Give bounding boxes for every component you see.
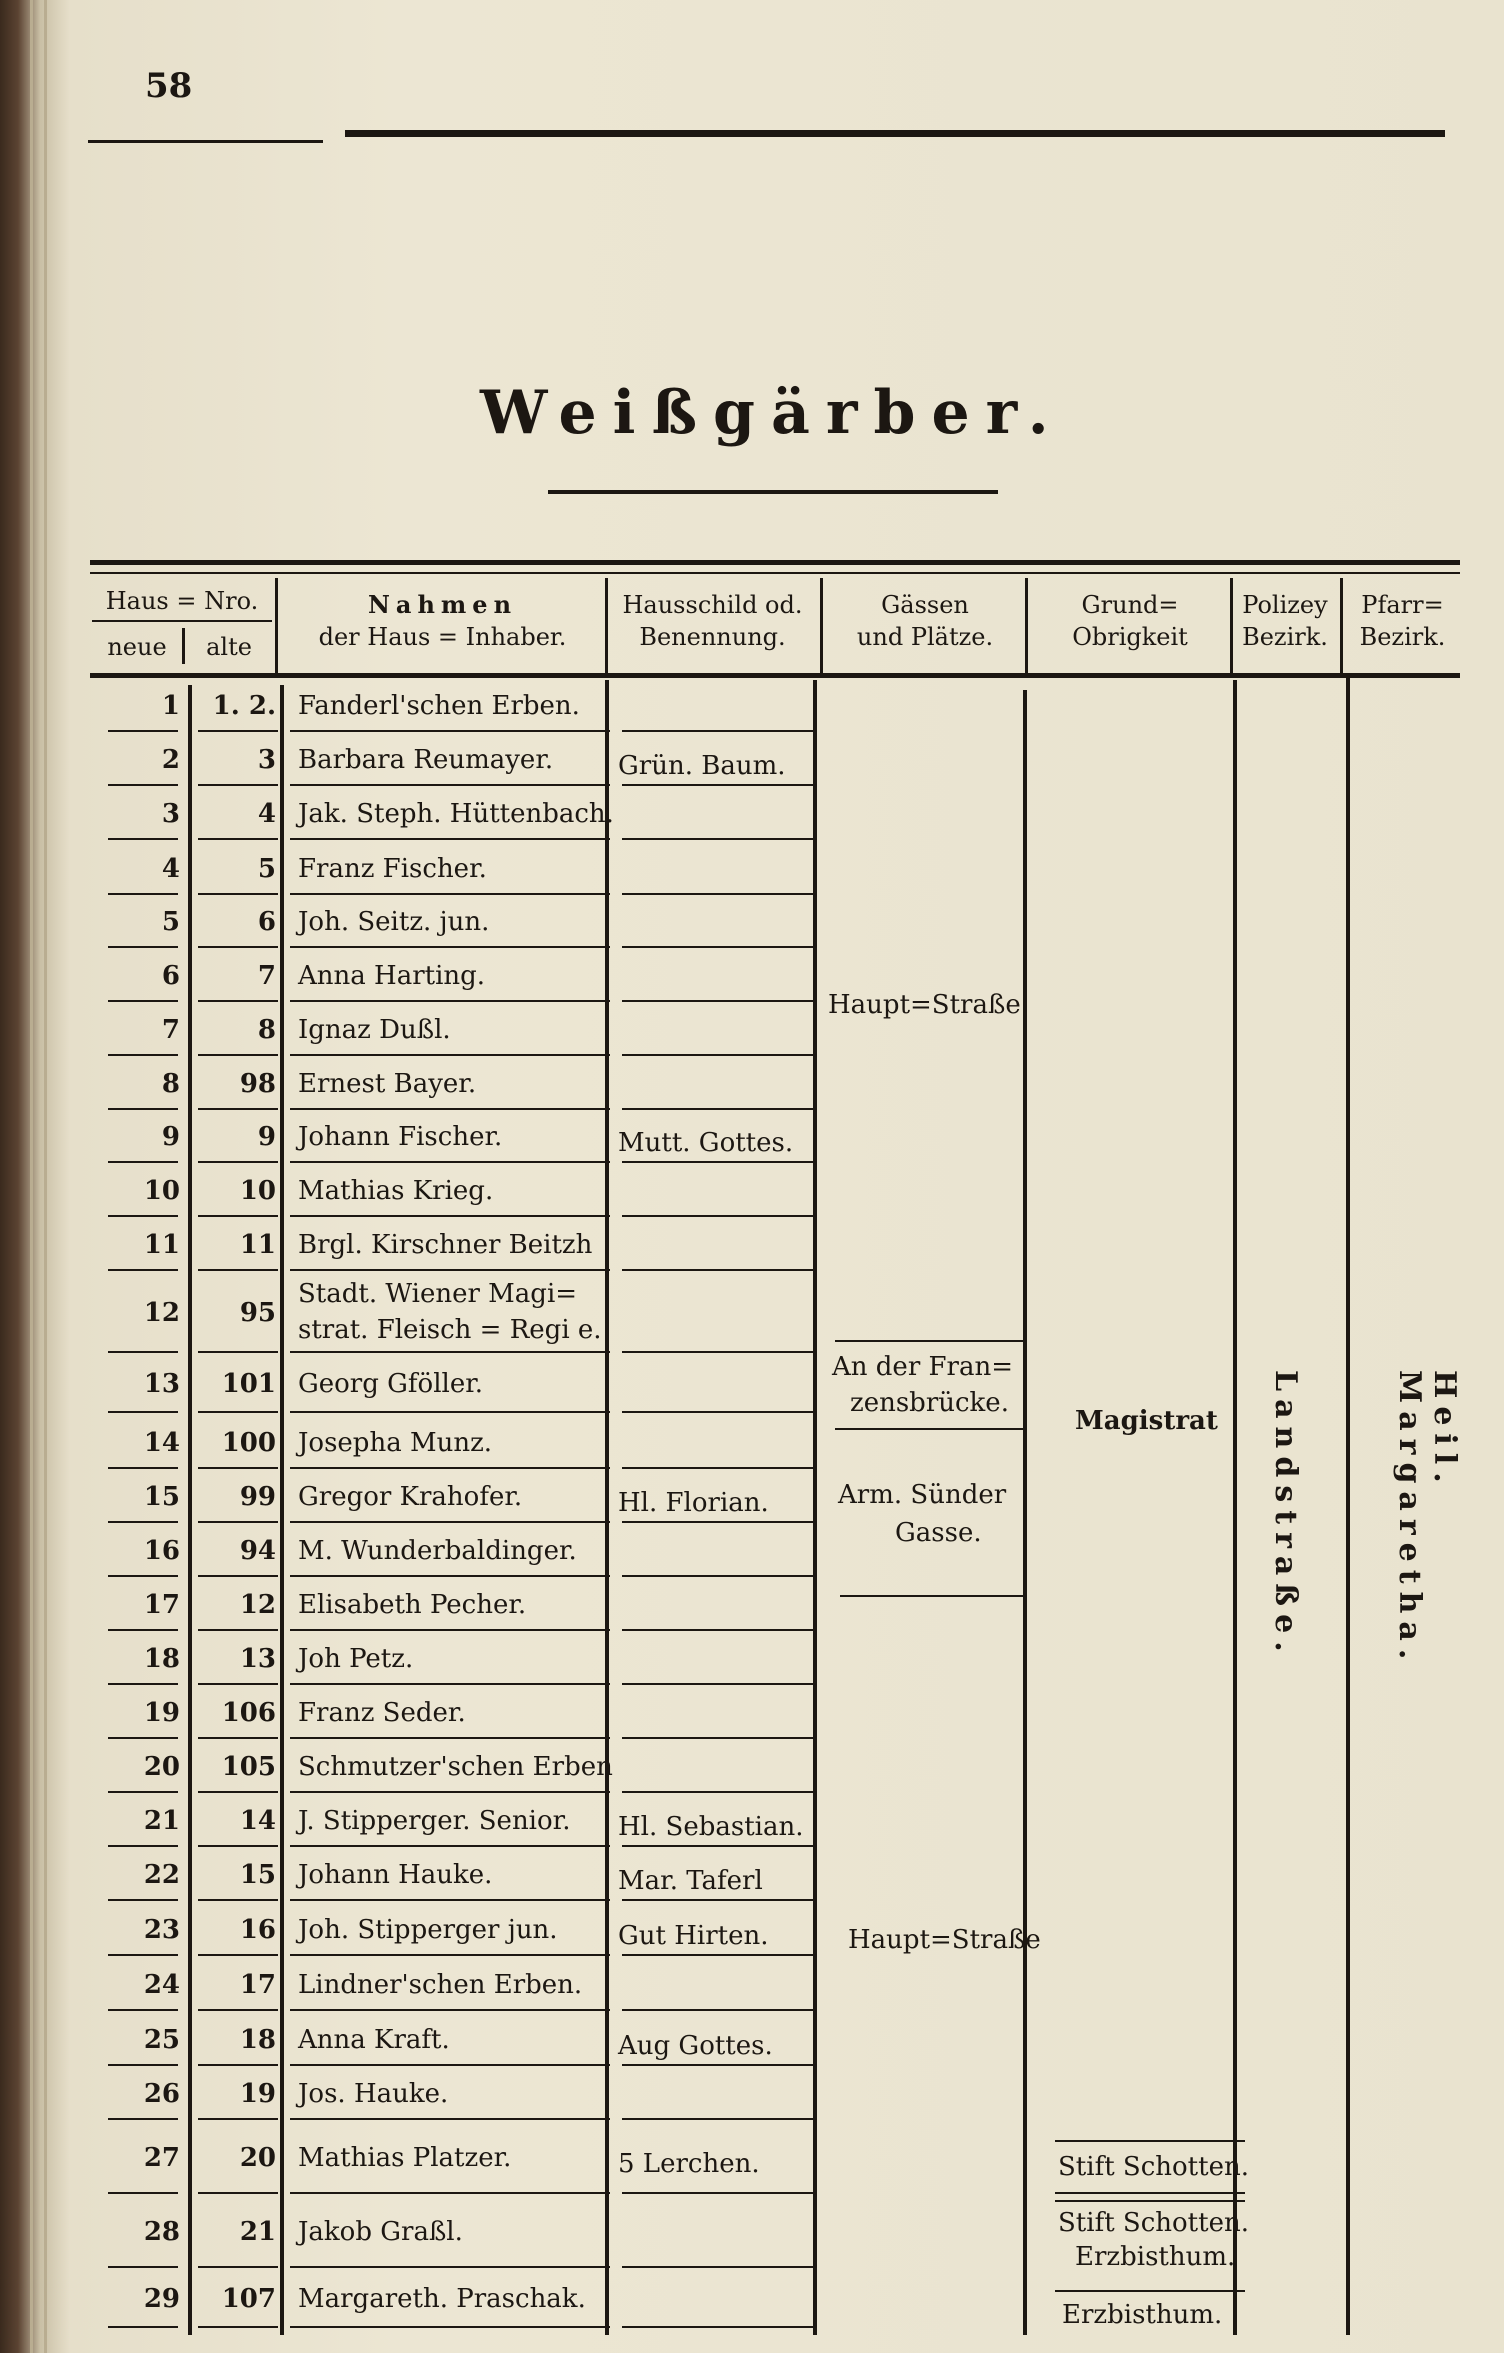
header-divider [1025,578,1028,673]
house-number-old: 15 [239,1860,276,1890]
row-rule [198,1737,278,1739]
row-rule [198,838,278,840]
house-sign: Aug Gottes. [618,2031,773,2061]
column-line [188,685,192,2335]
row-rule [622,1521,817,1523]
gasse-rule [835,1340,1025,1342]
row-rule [198,1351,278,1353]
owner-name: Joh. Seitz. jun. [298,907,490,937]
row-rule [108,1683,178,1685]
house-number-new: 13 [143,1369,180,1399]
house-sign: Hl. Sebastian. [618,1812,804,1842]
owner-name: Anna Kraft. [298,2025,450,2055]
owner-name: Fanderl'schen Erben. [298,691,580,721]
page-title: Weißgärber. [480,378,1065,448]
row-rule [622,838,817,840]
row-rule [290,784,610,786]
row-rule [198,2266,278,2268]
house-sign: Gut Hirten. [618,1921,769,1951]
house-number-old: 7 [257,961,276,991]
row-rule [198,1575,278,1577]
header-pfarr-sub: Bezirk. [1359,623,1446,651]
header-polizey-sub: Bezirk. [1242,623,1328,651]
row-rule [108,784,178,786]
house-number-old: 20 [239,2143,276,2173]
page-number: 58 [145,66,193,106]
gasse-rule [840,1595,1025,1597]
row-rule [198,1899,278,1901]
row-rule [290,946,610,948]
header-divider [820,578,823,673]
header-divider [605,578,608,673]
row-rule [290,2326,610,2328]
gasse-franzensbruecke: An der Fran= [832,1352,1014,1382]
house-number-old: 19 [239,2079,276,2109]
owner-name: Josepha Munz. [298,1428,493,1458]
row-rule [198,1000,278,1002]
row-rule [290,893,610,895]
house-sign: Grün. Baum. [618,751,786,781]
top-rule-thick [345,130,1445,137]
grund-magistrat: Magistrat [1075,1406,1218,1436]
row-rule [198,1215,278,1217]
grund-rule [1055,2192,1245,2194]
house-number-new: 14 [143,1428,180,1458]
row-rule [622,1845,817,1847]
owner-name: Joh. Stipperger jun. [298,1915,558,1945]
header-sub-rule [92,620,272,622]
row-rule [108,2064,178,2066]
row-rule [622,1791,817,1793]
row-rule [198,1683,278,1685]
row-rule [198,1108,278,1110]
row-rule [108,1054,178,1056]
row-rule [622,2118,817,2120]
house-number-new: 4 [161,854,180,884]
row-rule [290,1108,610,1110]
row-rule [108,1467,178,1469]
row-rule [622,1467,817,1469]
house-number-old: 94 [239,1536,276,1566]
top-rule [88,140,323,143]
table-top-rule [90,572,1460,574]
row-rule [622,2266,817,2268]
house-number-old: 4 [257,799,276,829]
row-rule [108,1215,178,1217]
row-rule [622,1054,817,1056]
house-number-old: 14 [239,1806,276,1836]
row-rule [622,1629,817,1631]
row-rule [290,838,610,840]
owner-name: Brgl. Kirschner Beitzh [298,1230,593,1260]
row-rule [198,1629,278,1631]
house-number-new: 20 [143,1752,180,1782]
header-grund-sub: Obrigkeit [1072,623,1188,651]
pfarr-bezirk: Heil. Margaretha. [1392,1370,1462,1668]
house-number-old: 12 [239,1590,276,1620]
row-rule [622,2009,817,2011]
row-rule [108,1845,178,1847]
row-rule [198,946,278,948]
column-line [1023,690,1027,2335]
row-rule [622,1411,817,1413]
owner-name: Ignaz Dußl. [298,1015,451,1045]
house-number-new: 16 [143,1536,180,1566]
header-hausschild-sub: Benennung. [639,623,786,651]
row-rule [198,1521,278,1523]
gasse-arm-suender-2: Gasse. [895,1518,982,1548]
row-rule [108,1899,178,1901]
row-rule [290,1954,610,1956]
house-number-new: 22 [143,1860,180,1890]
row-rule [198,1269,278,1271]
house-number-new: 23 [143,1915,180,1945]
row-rule [198,1954,278,1956]
row-rule [198,1791,278,1793]
owner-name: Lindner'schen Erben. [298,1970,583,2000]
row-rule [198,2326,278,2328]
row-rule [108,946,178,948]
row-rule [108,1737,178,1739]
row-rule [622,2326,817,2328]
house-number-old: 100 [221,1428,276,1458]
owner-name: Elisabeth Pecher. [298,1590,527,1620]
row-rule [622,730,817,732]
gasse-arm-suender: Arm. Sünder [838,1480,1007,1510]
row-rule [622,1000,817,1002]
row-rule [622,2192,817,2194]
row-rule [108,1269,178,1271]
house-number-old: 107 [221,2284,276,2314]
row-rule [290,1845,610,1847]
row-rule [108,838,178,840]
owner-name: Ernest Bayer. [298,1069,477,1099]
house-number-old: 11 [239,1230,276,1260]
header-divider [1230,578,1233,673]
title-rule [548,490,998,494]
house-number-old: 95 [239,1298,276,1328]
header-bottom-rule [90,673,1460,678]
owner-name: Jos. Hauke. [298,2079,449,2109]
row-rule [198,2192,278,2194]
header-pfarr: Pfarr= [1361,591,1444,619]
house-number-new: 25 [143,2025,180,2055]
row-rule [290,1351,610,1353]
gasse-haupt-strasse-1: Haupt=Straße [828,990,1021,1020]
header-divider [275,578,278,673]
row-rule [622,1683,817,1685]
row-rule [108,2266,178,2268]
polizey-bezirk: Landstraße. [1268,1370,1303,1660]
house-number-old: 10 [239,1176,276,1206]
owner-name: Gregor Krahofer. [298,1482,523,1512]
house-number-old: 18 [239,2025,276,2055]
house-number-old: 8 [257,1015,276,1045]
row-rule [108,1575,178,1577]
header-gassen: Gässen [881,591,969,619]
owner-name: Barbara Reumayer. [298,745,554,775]
owner-name: Jakob Graßl. [298,2217,463,2247]
row-rule [622,1737,817,1739]
row-rule [290,1054,610,1056]
row-rule [198,893,278,895]
house-number-new: 27 [143,2143,180,2173]
row-rule [198,1845,278,1847]
owner-name: M. Wunderbaldinger. [298,1536,577,1566]
row-rule [108,2118,178,2120]
row-rule [290,1467,610,1469]
column-line [813,680,817,2335]
row-rule [622,1269,817,1271]
house-number-new: 18 [143,1644,180,1674]
row-rule [622,893,817,895]
house-sign: 5 Lerchen. [618,2149,760,2179]
owner-name: Franz Fischer. [298,854,487,884]
column-line [1346,675,1350,2335]
row-rule [198,784,278,786]
row-rule [290,1411,610,1413]
house-number-old: 106 [221,1698,276,1728]
row-rule [290,2266,610,2268]
house-number-old: 13 [239,1644,276,1674]
house-number-new: 9 [161,1122,180,1152]
row-rule [290,2192,610,2194]
house-sign: Hl. Florian. [618,1488,769,1518]
page-edge [30,0,33,2353]
row-rule [290,2009,610,2011]
row-rule [290,1000,610,1002]
row-rule [290,1629,610,1631]
owner-name: Johann Fischer. [298,1122,503,1152]
row-rule [290,1899,610,1901]
row-rule [108,1161,178,1163]
grund-rule [1055,2290,1245,2292]
house-number-new: 8 [161,1069,180,1099]
house-number-new: 17 [143,1590,180,1620]
house-number-new: 6 [161,961,180,991]
owner-name: Anna Harting. [298,961,486,991]
house-number-old: 17 [239,1970,276,2000]
house-number-old: 16 [239,1915,276,1945]
house-number-old: 5 [257,854,276,884]
row-rule [622,946,817,948]
row-rule [108,1791,178,1793]
owner-name: J. Stipperger. Senior. [298,1806,571,1836]
owner-name: Georg Gföller. [298,1369,484,1399]
row-rule [290,1683,610,1685]
header-grund: Grund= [1081,591,1179,619]
house-number-new: 10 [143,1176,180,1206]
house-number-new: 11 [143,1230,180,1260]
table-top-rule [90,560,1460,565]
house-number-new: 1 [161,691,180,721]
house-number-new: 15 [143,1482,180,1512]
column-line [280,685,284,2335]
grund-stift-schotten-1: Stift Schotten. [1058,2152,1249,2182]
grund-rule [1055,2200,1245,2202]
row-rule [290,730,610,732]
house-number-new: 21 [143,1806,180,1836]
house-number-old: 9 [257,1122,276,1152]
row-rule [290,1215,610,1217]
row-rule [108,1629,178,1631]
row-rule [290,1737,610,1739]
house-number-old: 3 [257,745,276,775]
house-number-new: 5 [161,907,180,937]
column-line [1233,680,1237,2335]
header-polizey: Polizey [1242,591,1328,619]
row-rule [108,1521,178,1523]
header-nahmen: Nahmen [367,590,518,619]
house-number-new: 19 [143,1698,180,1728]
grund-rule [1055,2140,1245,2142]
grund-erzbisthum-2: Erzbisthum. [1062,2300,1223,2330]
house-number-new: 24 [143,1970,180,2000]
row-rule [198,2009,278,2011]
row-rule [108,2326,178,2328]
column-line [605,680,609,2335]
grund-stift-schotten-2: Stift Schotten. [1058,2208,1249,2238]
house-number-new: 28 [143,2217,180,2247]
house-sign: Mutt. Gottes. [618,1128,794,1158]
owner-name: Stadt. Wiener Magi= [298,1279,578,1309]
row-rule [290,1269,610,1271]
owner-name: Johann Hauke. [298,1860,493,1890]
row-rule [108,2009,178,2011]
row-rule [108,893,178,895]
owner-name: Franz Seder. [298,1698,466,1728]
owner-name: Mathias Krieg. [298,1176,494,1206]
house-number-new: 7 [161,1015,180,1045]
row-rule [622,1575,817,1577]
row-rule [108,1108,178,1110]
row-rule [198,2118,278,2120]
row-rule [622,1161,817,1163]
row-rule [622,1954,817,1956]
gasse-haupt-strasse-2: Haupt=Straße [848,1925,1041,1955]
house-number-old: 98 [239,1069,276,1099]
house-number-old: 6 [257,907,276,937]
row-rule [290,2064,610,2066]
house-sign: Mar. Taferl [618,1866,763,1896]
row-rule [290,2118,610,2120]
owner-name-cont: strat. Fleisch = Regi e. [298,1315,602,1345]
house-number-new: 29 [143,2284,180,2314]
owner-name: Margareth. Praschak. [298,2284,586,2314]
row-rule [622,1215,817,1217]
row-rule [108,1411,178,1413]
house-number-new: 12 [143,1298,180,1328]
house-number-old: 101 [221,1369,276,1399]
owner-name: Jak. Steph. Hüttenbach. [298,799,614,829]
row-rule [198,1467,278,1469]
row-rule [622,1108,817,1110]
header-haus-nro: Haus = Nro. [105,587,259,615]
header-gassen-sub: und Plätze. [856,623,994,651]
row-rule [108,730,178,732]
house-number-old: 105 [221,1752,276,1782]
row-rule [622,1351,817,1353]
row-rule [108,1000,178,1002]
row-rule [290,1161,610,1163]
owner-name: Schmutzer'schen Erben [298,1752,613,1782]
house-number-new: 3 [161,799,180,829]
row-rule [622,784,817,786]
house-number-new: 2 [161,745,180,775]
header-alte: alte [206,633,252,661]
row-rule [290,1575,610,1577]
house-number-old: 99 [239,1482,276,1512]
header-divider [182,628,185,664]
row-rule [290,1791,610,1793]
row-rule [622,1899,817,1901]
row-rule [108,1954,178,1956]
house-number-old: 21 [239,2217,276,2247]
row-rule [108,2192,178,2194]
house-number-old: 1. 2. [212,691,276,721]
page-edge [44,0,47,2353]
owner-name: Mathias Platzer. [298,2143,512,2173]
row-rule [198,2064,278,2066]
gasse-rule [835,1428,1025,1430]
row-rule [622,2064,817,2066]
gasse-franzensbruecke-2: zensbrücke. [850,1388,1009,1418]
row-rule [198,1161,278,1163]
row-rule [290,1521,610,1523]
grund-erzbisthum-1: Erzbisthum. [1075,2242,1236,2272]
row-rule [198,730,278,732]
owner-name: Joh Petz. [298,1644,414,1674]
house-number-new: 26 [143,2079,180,2109]
header-hausschild: Hausschild od. [622,591,803,619]
header-nahmen-sub: der Haus = Inhaber. [318,623,567,651]
row-rule [198,1054,278,1056]
row-rule [108,1351,178,1353]
row-rule [198,1411,278,1413]
header-divider [1340,578,1343,673]
header-neue: neue [107,633,167,661]
